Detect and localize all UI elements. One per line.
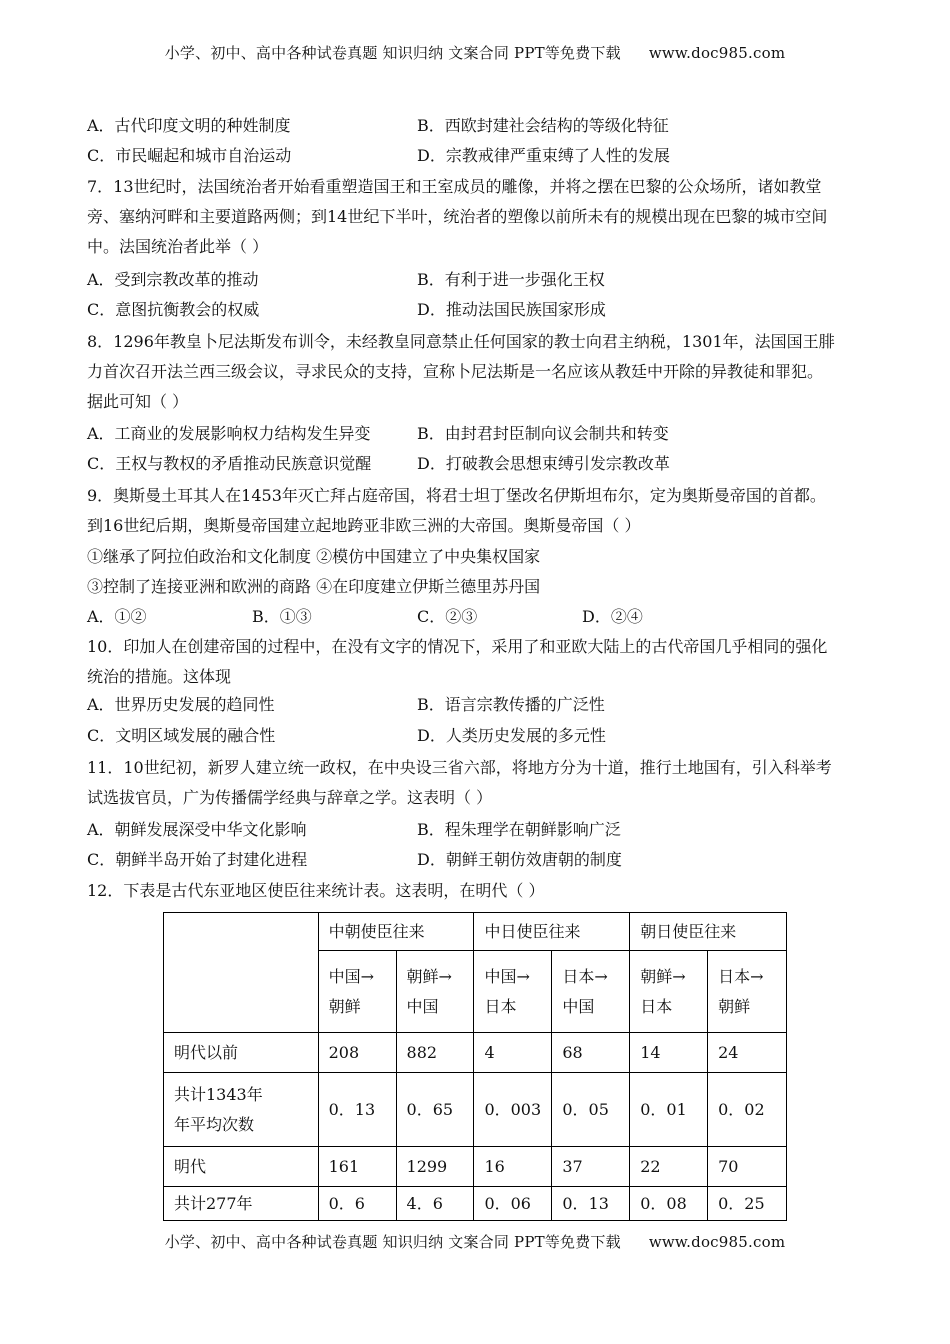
q8-stem-line: 力首次召开法兰西三级会议，寻求民众的支持，宣称卜尼法斯是一名应该从教廷中开除的异教徒和罪犯。	[87, 362, 824, 381]
table-subheader: 朝鲜→ 中国	[396, 951, 474, 1033]
table-subheader: 朝鲜→ 日本	[630, 951, 708, 1033]
table-cell: 882	[396, 1033, 474, 1073]
q8-option-a[interactable]: A．工商业的发展影响权力结构发生异变	[87, 424, 371, 443]
table-row-label: 共计277年	[164, 1187, 319, 1221]
footer-site-link[interactable]: www.doc985.com	[648, 1233, 786, 1251]
table-row-label: 明代以前	[164, 1033, 319, 1073]
table-cell: 0．003	[474, 1073, 552, 1147]
q8-option-b[interactable]: B．由封君封臣制向议会制共和转变	[417, 424, 669, 443]
q10-option-d[interactable]: D．人类历史发展的多元性	[417, 726, 606, 745]
table-cell: 14	[630, 1033, 708, 1073]
table-cell: 16	[474, 1147, 552, 1187]
q9-option-d[interactable]: D．②④	[582, 607, 643, 626]
table-group-header: 中朝使臣往来	[318, 913, 474, 951]
table-row	[164, 1033, 787, 1073]
page-footer	[0, 1231, 950, 1252]
q10-stem-line: 统治的措施。这体现	[87, 667, 232, 686]
table-row	[164, 1073, 787, 1147]
q9-statement: ①继承了阿拉伯政治和文化制度 ②模仿中国建立了中央集权国家	[87, 547, 541, 566]
table-cell: 22	[630, 1147, 708, 1187]
table-row-label: 明代	[164, 1147, 319, 1187]
q7-stem-line: 7．13世纪时，法国统治者开始看重塑造国王和王室成员的雕像，并将之摆在巴黎的公众场所，诸如教堂	[87, 177, 822, 196]
table-cell: 0．06	[474, 1187, 552, 1221]
table-row	[164, 1147, 787, 1187]
table-cell: 70	[708, 1147, 787, 1187]
q10-option-c[interactable]: C．文明区域发展的融合性	[87, 726, 276, 745]
table-subheader: 中国→ 朝鲜	[318, 951, 396, 1033]
q12-stem: 12．下表是古代东亚地区使臣往来统计表。这表明，在明代（ ）	[87, 881, 545, 900]
q8-option-c[interactable]: C．王权与教权的矛盾推动民族意识觉醒	[87, 454, 372, 473]
q9-stem-line: 到16世纪后期，奥斯曼帝国建立起地跨亚非欧三洲的大帝国。奥斯曼帝国（ ）	[87, 516, 641, 535]
table-cell: 0．65	[396, 1073, 474, 1147]
table-cell: 0．25	[708, 1187, 787, 1221]
q6-option-d[interactable]: D．宗教戒律严重束缚了人性的发展	[417, 146, 670, 165]
q11-stem-line: 试选拔官员，广为传播儒学经典与辞章之学。这表明（ ）	[87, 788, 493, 807]
header-text: 小学、初中、高中各种试卷真题 知识归纳 文案合同 PPT等免费下载	[164, 44, 621, 62]
q7-option-a[interactable]: A．受到宗教改革的推动	[87, 270, 259, 289]
q9-stem-line: 9．奥斯曼土耳其人在1453年灭亡拜占庭帝国，将君士坦丁堡改名伊斯坦布尔，定为奥斯曼帝国的首都。	[87, 486, 826, 505]
q11-stem-line: 11．10世纪初，新罗人建立统一政权，在中央设三省六部，将地方分为十道，推行土地国有，引入科举考	[87, 758, 832, 777]
q8-stem-line: 据此可知（ ）	[87, 392, 189, 411]
footer-text: 小学、初中、高中各种试卷真题 知识归纳 文案合同 PPT等免费下载	[164, 1233, 621, 1251]
q7-stem-line: 旁、塞纳河畔和主要道路两侧；到14世纪下半叶，统治者的塑像以前所未有的规模出现在巴黎的城市空间	[87, 207, 828, 226]
table-subheader: 日本→ 中国	[552, 951, 630, 1033]
q8-stem-line: 8．1296年教皇卜尼法斯发布训令，未经教皇同意禁止任何国家的教士向君主纳税，1301年，法国国王腓	[87, 332, 835, 351]
table-cell: 161	[318, 1147, 396, 1187]
table-group-header: 朝日使臣往来	[630, 913, 787, 951]
table-row	[164, 1187, 787, 1221]
table-cell: 0．6	[318, 1187, 396, 1221]
q11-option-b[interactable]: B．程朱理学在朝鲜影响广泛	[417, 820, 621, 839]
q7-option-c[interactable]: C．意图抗衡教会的权威	[87, 300, 260, 319]
table-cell: 1299	[396, 1147, 474, 1187]
table-cell: 4．6	[396, 1187, 474, 1221]
table-cell: 24	[708, 1033, 787, 1073]
table-cell: 4	[474, 1033, 552, 1073]
table-cell: 208	[318, 1033, 396, 1073]
q9-statement: ③控制了连接亚洲和欧洲的商路 ④在印度建立伊斯兰德里苏丹国	[87, 577, 541, 596]
q7-stem-line: 中。法国统治者此举（ ）	[87, 237, 269, 256]
table-corner-cell	[164, 913, 319, 1033]
table-subheader: 中国→ 日本	[474, 951, 552, 1033]
page-header	[0, 42, 950, 63]
table-cell: 0．08	[630, 1187, 708, 1221]
table-cell: 0．02	[708, 1073, 787, 1147]
table-subheader: 日本→ 朝鲜	[708, 951, 787, 1033]
q6-option-c[interactable]: C．市民崛起和城市自治运动	[87, 146, 292, 165]
header-site-link[interactable]: www.doc985.com	[648, 44, 786, 62]
envoy-statistics-table	[163, 912, 787, 1221]
table-cell: 0．13	[318, 1073, 396, 1147]
table-cell: 0．01	[630, 1073, 708, 1147]
q9-option-b[interactable]: B．①③	[252, 607, 312, 626]
q10-option-b[interactable]: B．语言宗教传播的广泛性	[417, 695, 605, 714]
table-cell: 0．13	[552, 1187, 630, 1221]
table-cell: 37	[552, 1147, 630, 1187]
table-header-row	[164, 913, 787, 951]
table-cell: 68	[552, 1033, 630, 1073]
q10-stem-line: 10．印加人在创建帝国的过程中，在没有文字的情况下，采用了和亚欧大陆上的古代帝国几乎相同的强化	[87, 637, 828, 656]
table-cell: 0．05	[552, 1073, 630, 1147]
q9-option-c[interactable]: C．②③	[417, 607, 478, 626]
q10-option-a[interactable]: A．世界历史发展的趋同性	[87, 695, 275, 714]
q7-option-d[interactable]: D．推动法国民族国家形成	[417, 300, 606, 319]
q9-option-a[interactable]: A．①②	[87, 607, 147, 626]
q6-option-a[interactable]: A．古代印度文明的种姓制度	[87, 116, 291, 135]
q11-option-a[interactable]: A．朝鲜发展深受中华文化影响	[87, 820, 307, 839]
q11-option-d[interactable]: D．朝鲜王朝仿效唐朝的制度	[417, 850, 622, 869]
q6-option-b[interactable]: B．西欧封建社会结构的等级化特征	[417, 116, 669, 135]
q7-option-b[interactable]: B．有利于进一步强化王权	[417, 270, 605, 289]
table-group-header: 中日使臣往来	[474, 913, 630, 951]
q8-option-d[interactable]: D．打破教会思想束缚引发宗教改革	[417, 454, 670, 473]
q11-option-c[interactable]: C．朝鲜半岛开始了封建化进程	[87, 850, 308, 869]
table-row-label: 共计1343年 年平均次数	[164, 1073, 319, 1147]
